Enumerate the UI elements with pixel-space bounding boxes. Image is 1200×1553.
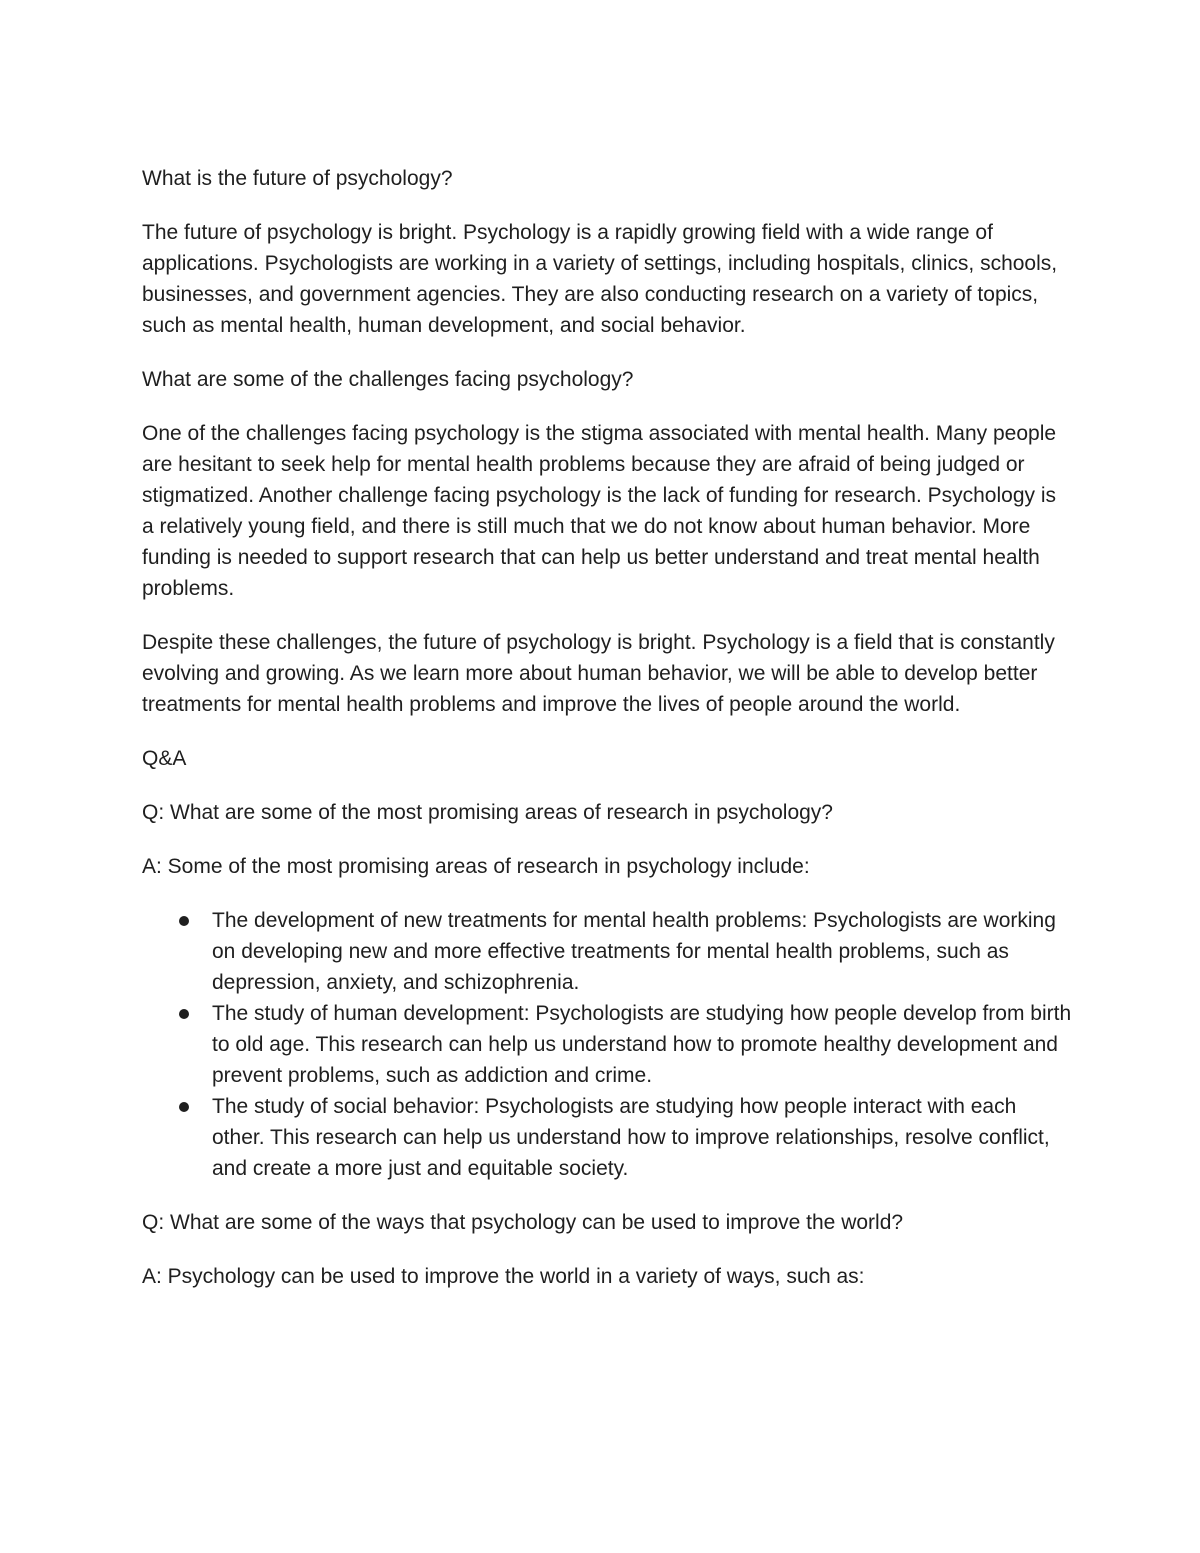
bullet-icon xyxy=(179,1102,189,1112)
list-item-text: The development of new treatments for mental health problems: Psychologists are working on developing new and more effective treatments for mental health problems, such as depression, anxiety, and schizophrenia. xyxy=(212,909,1056,994)
list-item xyxy=(142,998,1072,1091)
question-1: Q: What are some of the most promising areas of research in psychology? xyxy=(142,801,833,824)
bullet-icon xyxy=(179,1009,189,1019)
paragraph-challenges: One of the challenges facing psychology is the stigma associated with mental health. Many people are hesitant to seek help for mental health problems because they are afraid of being judged or stigmatized. Another challenge facing psychology is the lack of funding for research. Psychology is a relatively young field, and there is still much that we do not know about human behavior. More funding is needed to support research that can help us better understand and treat mental health problems. xyxy=(142,422,1057,600)
qa-heading: Q&A xyxy=(142,747,187,770)
paragraph-despite: Despite these challenges, the future of psychology is bright. Psychology is a field that is constantly evolving and growing. As we learn more about human behavior, we will be able to develop better treatments for mental health problems and improve the lives of people around the world. xyxy=(142,631,1055,716)
list-item-text: The study of social behavior: Psychologists are studying how people interact with each other. This research can help us understand how to improve relationships, resolve conflict, and create a more just and equitable society. xyxy=(212,1095,1050,1180)
bullet-icon xyxy=(179,916,189,926)
heading-future: What is the future of psychology? xyxy=(142,167,453,190)
answer-1-list xyxy=(142,905,1072,1184)
answer-2-intro: A: Psychology can be used to improve the world in a variety of ways, such as: xyxy=(142,1265,865,1288)
paragraph-future: The future of psychology is bright. Psychology is a rapidly growing field with a wide range of applications. Psychologists are working in a variety of settings, including hospitals, clinics, schools, businesses, and government agencies. They are also conducting research on a variety of topics, such as mental health, human development, and social behavior. xyxy=(142,221,1058,337)
document-body xyxy=(142,163,1072,1315)
list-item xyxy=(142,905,1072,998)
heading-challenges: What are some of the challenges facing psychology? xyxy=(142,368,634,391)
list-item xyxy=(142,1091,1072,1184)
answer-1-intro: A: Some of the most promising areas of research in psychology include: xyxy=(142,855,810,878)
list-item-text: The study of human development: Psychologists are studying how people develop from birth to old age. This research can help us understand how to promote healthy development and prevent problems, such as addiction and crime. xyxy=(212,1002,1072,1087)
question-2: Q: What are some of the ways that psychology can be used to improve the world? xyxy=(142,1211,904,1234)
